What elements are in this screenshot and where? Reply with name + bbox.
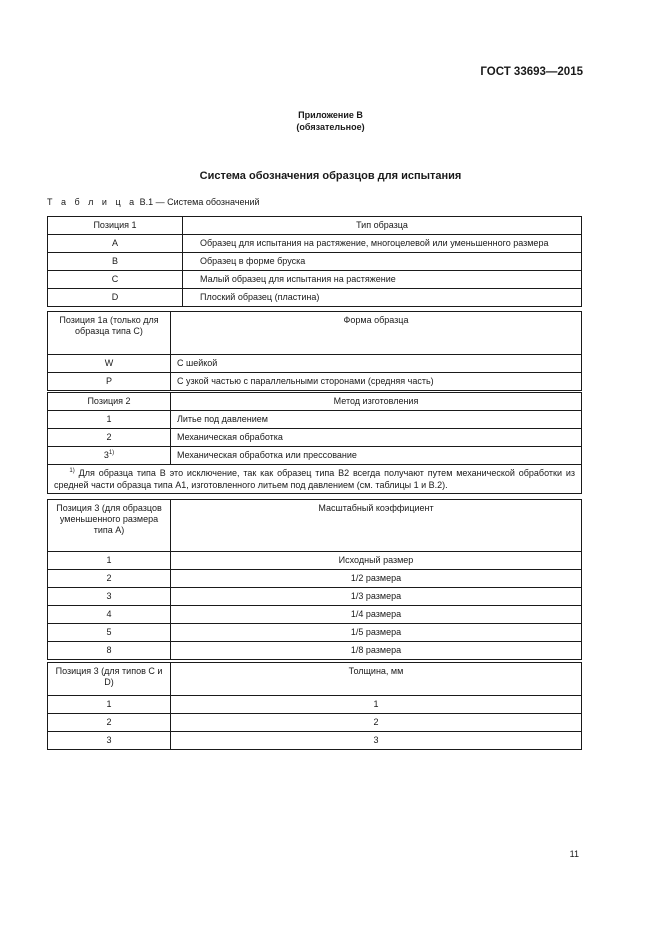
description-cell: Механическая обработка или прессование: [171, 447, 582, 465]
table-row: [48, 411, 582, 429]
header-cell: Масштабный коэффициент: [171, 500, 582, 552]
value-cell: Исходный размер: [171, 552, 582, 570]
page-number: 11: [569, 849, 579, 859]
code-cell: D: [48, 289, 183, 307]
table-position-3-scale: [47, 499, 582, 660]
description-cell: С шейкой: [171, 355, 582, 373]
description-cell: С узкой частью с параллельными сторонами (средняя часть): [171, 373, 582, 391]
table-row: [48, 355, 582, 373]
footnote-cell: [48, 465, 582, 494]
table-header-row: [48, 500, 582, 552]
code-cell: 4: [48, 606, 171, 624]
table-row: [48, 588, 582, 606]
table-row: [48, 570, 582, 588]
footnote-text: Для образца типа В это исключение, так как образец типа В2 всегда получают путем механической обработки из средней части образца типа А1, изготовленного литьем под давлением (см. таблицы 1 и В.2).: [54, 468, 575, 490]
table-row: [48, 289, 582, 307]
code-cell: B: [48, 253, 183, 271]
table-row: [48, 606, 582, 624]
header-cell: Тип образца: [183, 217, 582, 235]
annex-status: (обязательное): [296, 122, 365, 132]
value-cell: 1/2 размера: [171, 570, 582, 588]
value-cell: 3: [171, 732, 582, 750]
table-row: [48, 271, 582, 289]
document-code: ГОСТ 33693—2015: [480, 66, 583, 78]
code-cell: 3: [48, 588, 171, 606]
code-cell: C: [48, 271, 183, 289]
value-cell: 1/4 размера: [171, 606, 582, 624]
table-row: [48, 235, 582, 253]
header-cell: Толщина, мм: [171, 663, 582, 696]
table-caption-text: В.1 — Система обозначений: [137, 197, 260, 207]
table-position-3-thickness: [47, 662, 582, 750]
code-cell: W: [48, 355, 171, 373]
table-row: [48, 624, 582, 642]
value-cell: 1/3 размера: [171, 588, 582, 606]
code-cell: 1: [48, 696, 171, 714]
footnote-row: [48, 465, 582, 494]
table-row: [48, 429, 582, 447]
code-cell: 2: [48, 714, 171, 732]
table-row: [48, 714, 582, 732]
table-row: [48, 732, 582, 750]
code-cell: 1: [48, 411, 171, 429]
table-row: [48, 696, 582, 714]
table-position-2: [47, 392, 582, 494]
table-position-1: [47, 216, 582, 307]
table-header-row: [48, 393, 582, 411]
description-cell: Образец для испытания на растяжение, многоцелевой или уменьшенного размера: [183, 235, 582, 253]
value-cell: 1/5 размера: [171, 624, 582, 642]
header-cell: Форма образца: [171, 312, 582, 355]
code-cell: A: [48, 235, 183, 253]
header-cell: Позиция 1а (только для образца типа С): [48, 312, 171, 355]
code-cell: 5: [48, 624, 171, 642]
header-cell: Позиция 1: [48, 217, 183, 235]
code-cell: 2: [48, 429, 171, 447]
code-cell: [48, 447, 171, 465]
code-cell: 3: [48, 732, 171, 750]
description-cell: Механическая обработка: [171, 429, 582, 447]
code-value: 3: [103, 450, 109, 460]
table-header-row: [48, 312, 582, 355]
description-cell: Плоский образец (пластина): [183, 289, 582, 307]
annex-heading: [0, 109, 661, 133]
table-header-row: [48, 663, 582, 696]
table-header-row: [48, 217, 582, 235]
header-cell: Метод изготовления: [171, 393, 582, 411]
value-cell: 1/8 размера: [171, 642, 582, 660]
footnote-mark: 1): [69, 468, 75, 474]
table-row: [48, 373, 582, 391]
table-row: [48, 447, 582, 465]
description-cell: Литье под давлением: [171, 411, 582, 429]
description-cell: Образец в форме бруска: [183, 253, 582, 271]
header-cell: Позиция 3 (для образцов уменьшенного размера типа А): [48, 500, 171, 552]
table-position-1a: [47, 311, 582, 391]
table-row: [48, 642, 582, 660]
code-cell: 1: [48, 552, 171, 570]
code-cell: P: [48, 373, 171, 391]
code-cell: 8: [48, 642, 171, 660]
value-cell: 1: [171, 696, 582, 714]
code-cell: 2: [48, 570, 171, 588]
table-caption-prefix: Т а б л и ц а: [47, 197, 138, 207]
annex-title: Приложение В: [298, 110, 363, 120]
table-caption: [47, 197, 260, 207]
footnote-ref: 1): [108, 450, 115, 456]
description-cell: Малый образец для испытания на растяжение: [183, 271, 582, 289]
value-cell: 2: [171, 714, 582, 732]
table-row: [48, 253, 582, 271]
header-cell: Позиция 3 (для типов С и D): [48, 663, 171, 696]
header-cell: Позиция 2: [48, 393, 171, 411]
page-title: Система обозначения образцов для испытания: [199, 170, 462, 182]
table-row: [48, 552, 582, 570]
